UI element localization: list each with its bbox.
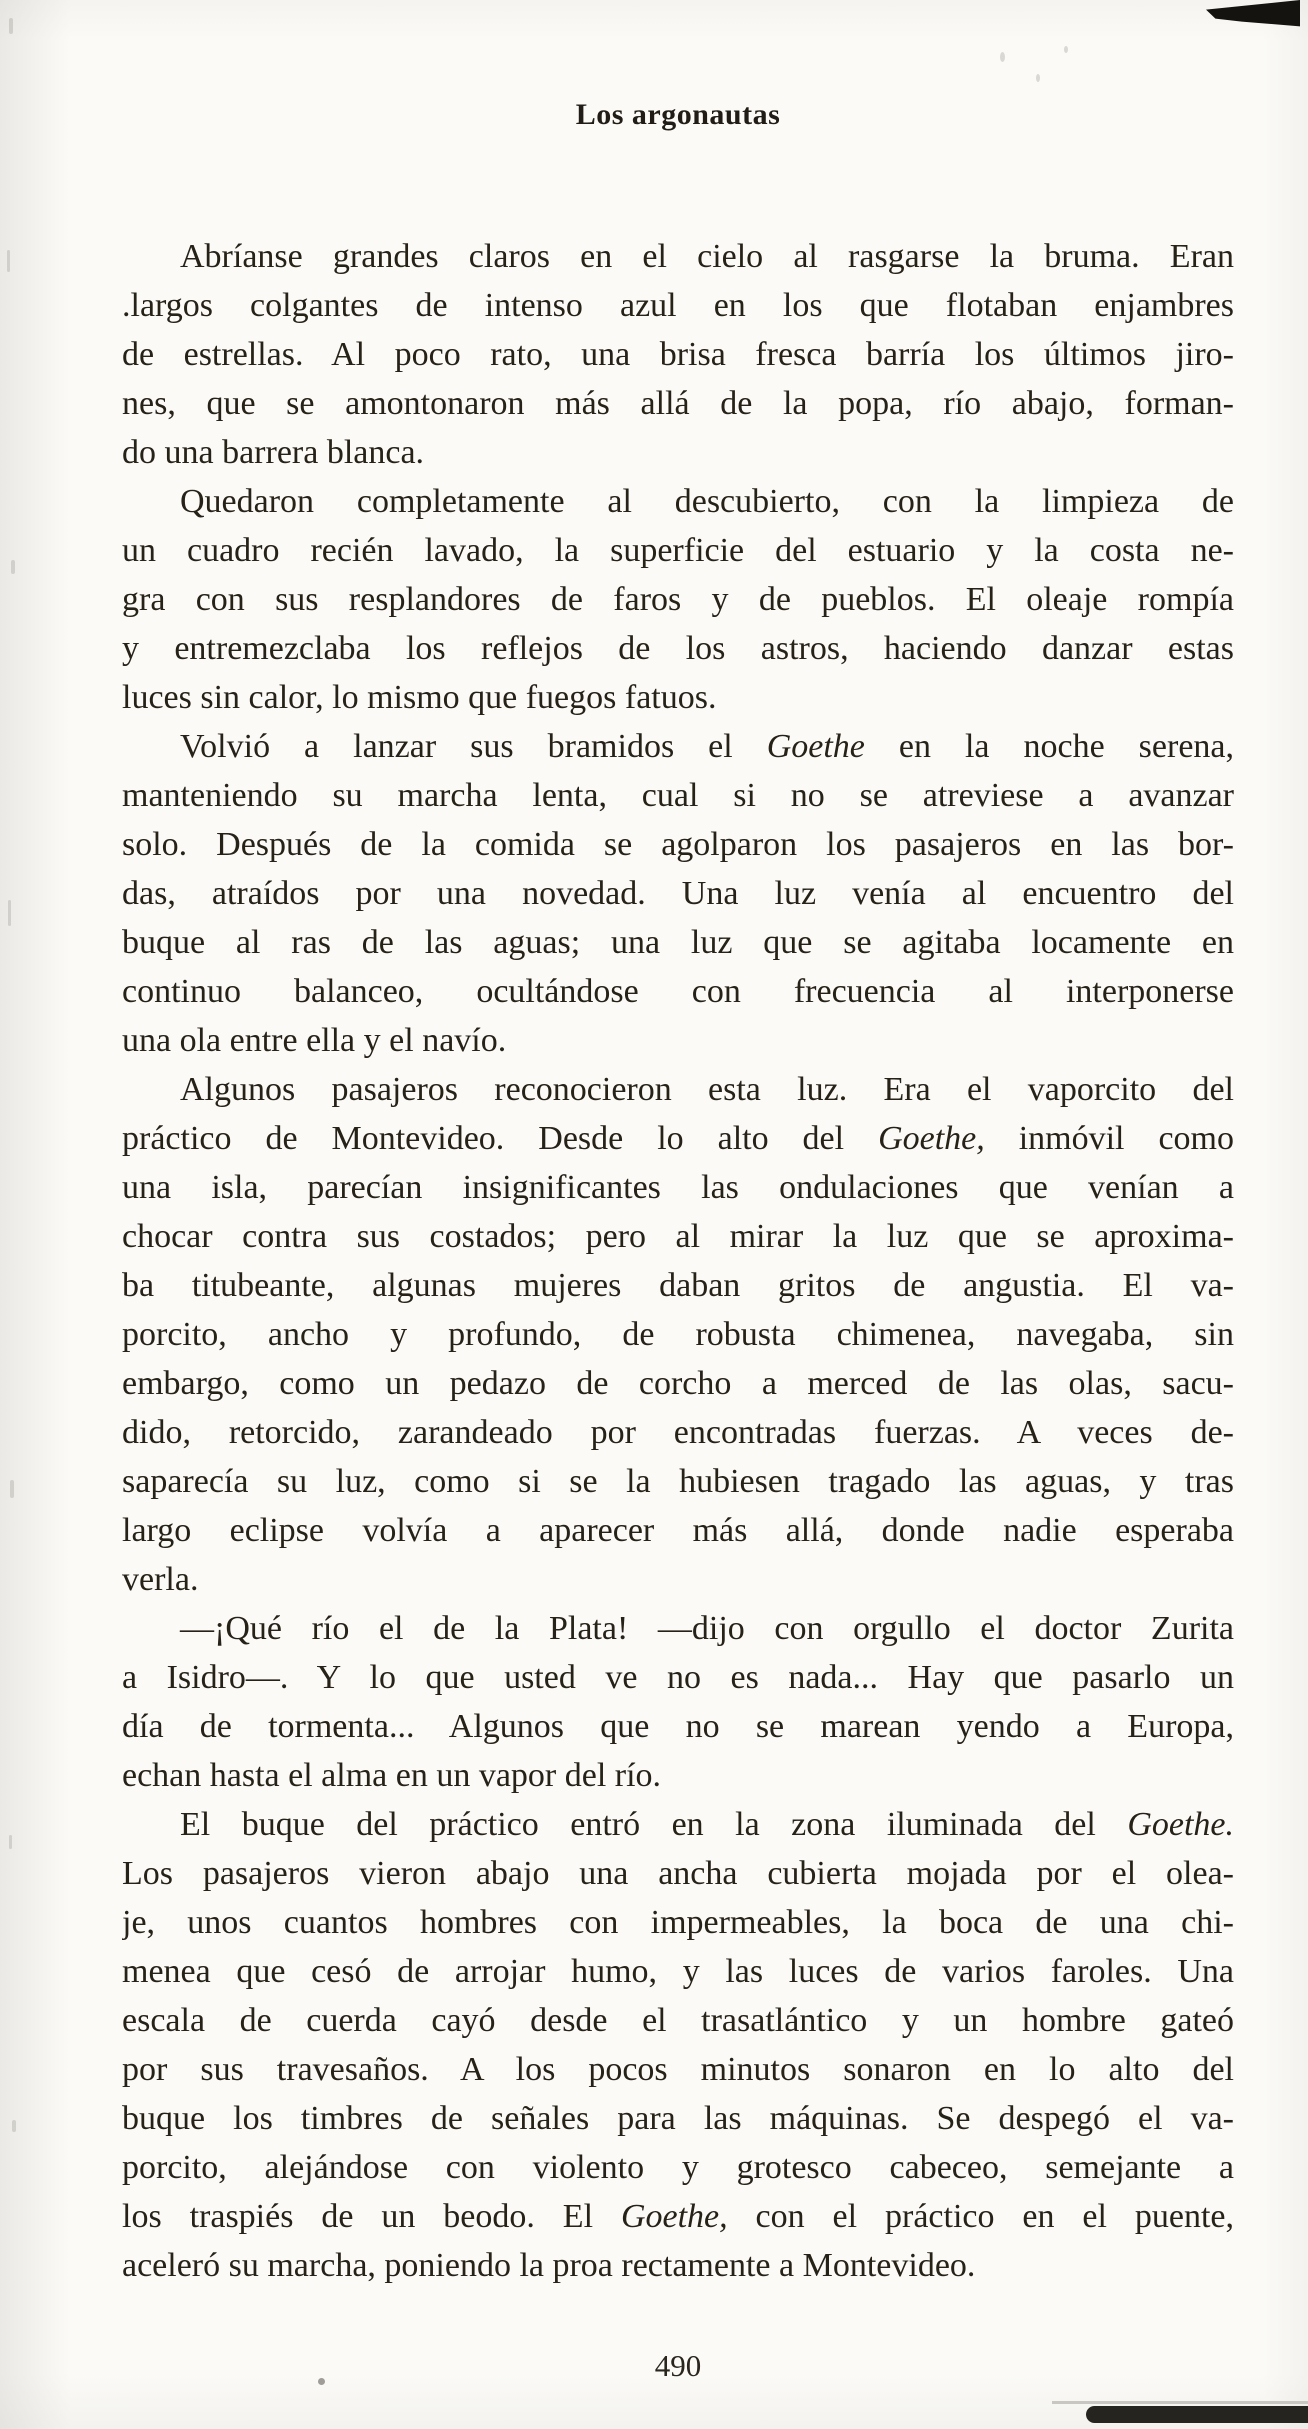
text-line — [122, 1555, 1234, 1604]
text-run: nes, que se amontonaron más allá de la popa, río abajo, forman- — [122, 385, 1234, 422]
text-line — [122, 281, 1234, 330]
text-line — [122, 1016, 1234, 1065]
scan-edge-mark — [7, 250, 10, 272]
text-run: je, unos cuantos hombres con impermeables, la boca de una chi- — [122, 1904, 1234, 1941]
scan-edge-mark — [9, 1835, 12, 1849]
text-line — [122, 1261, 1234, 1310]
text-run: en la noche serena, — [864, 728, 1234, 765]
text-run: aceleró su marcha, poniendo la proa rectamente a Montevideo. — [122, 2247, 976, 2284]
text-run: largo eclipse volvía a aparecer más allá, donde nadie esperaba — [122, 1512, 1234, 1549]
text-run: a Isidro—. Y lo que usted ve no es nada... Hay que pasarlo un — [122, 1659, 1234, 1696]
text-run: y entremezclaba los reflejos de los astros, haciendo danzar estas — [122, 630, 1234, 667]
text-run: manteniendo su marcha lenta, cual si no se atreviese a avanzar — [122, 777, 1234, 814]
scan-artifact-bottom-bar — [1086, 2406, 1308, 2423]
scan-edge-mark — [10, 1480, 14, 1498]
text-run: ba titubeante, algunas mujeres daban gritos de angustia. El va- — [122, 1267, 1234, 1304]
italic-text-run: Goethe, — [620, 2198, 728, 2235]
text-run: con el práctico en el puente, — [727, 2198, 1234, 2235]
page-text — [122, 232, 1234, 2290]
text-line — [122, 918, 1234, 967]
text-run: solo. Después de la comida se agolparon los pasajeros en las bor- — [122, 826, 1234, 863]
text-line — [122, 673, 1234, 722]
text-line — [122, 967, 1234, 1016]
text-line — [122, 1653, 1234, 1702]
text-run: menea que cesó de arrojar humo, y las luces de varios faroles. Una — [122, 1953, 1234, 1990]
text-run: práctico de Montevideo. Desde lo alto del — [122, 1120, 879, 1157]
text-run: una ola entre ella y el navío. — [122, 1022, 507, 1059]
text-run: saparecía su luz, como si se la hubiesen tragado las aguas, y tras — [122, 1463, 1234, 1500]
scan-noise-mark — [1064, 46, 1068, 53]
text-run: un cuadro recién lavado, la superficie del estuario y la costa ne- — [122, 532, 1234, 569]
text-line — [122, 1065, 1234, 1114]
italic-text-run: Goethe, — [878, 1120, 985, 1157]
text-run: chocar contra sus costados; pero al mirar la luz que se aproxima- — [122, 1218, 1234, 1255]
text-line — [122, 1751, 1234, 1800]
text-line — [122, 1947, 1234, 1996]
text-run: luces sin calor, lo mismo que fuegos fatuos. — [122, 679, 717, 716]
text-run: inmóvil como — [984, 1120, 1234, 1157]
text-run: Quedaron completamente al descubierto, con la limpieza de — [180, 483, 1234, 520]
page-number: 490 — [654, 2348, 702, 2383]
scan-noise-mark — [1000, 52, 1005, 62]
text-line — [122, 1996, 1234, 2045]
text-run: Abríanse grandes claros en el cielo al rasgarse la bruma. Eran — [180, 238, 1234, 275]
text-run: embargo, como un pedazo de corcho a merced de las olas, sacu- — [122, 1365, 1234, 1402]
text-run: por sus travesaños. A los pocos minutos sonaron en lo alto del — [122, 2051, 1234, 2088]
text-line — [122, 477, 1234, 526]
text-run: echan hasta el alma en un vapor del río. — [122, 1757, 662, 1794]
scan-artifact-bottom-line — [1052, 2401, 1308, 2404]
text-line — [122, 526, 1234, 575]
text-run: .largos colgantes de intenso azul en los que flotaban enjambres — [122, 287, 1234, 324]
text-line — [122, 1114, 1234, 1163]
text-run: una isla, parecían insignificantes las ondulaciones que venían a — [122, 1169, 1234, 1206]
text-run: —¡Qué río el de la Plata! —dijo con orgullo el doctor Zurita — [180, 1610, 1234, 1647]
text-line — [122, 2241, 1234, 2290]
scan-noise-mark — [1036, 74, 1040, 82]
text-run: Algunos pasajeros reconocieron esta luz. Era el vaporcito del — [180, 1071, 1234, 1108]
text-line — [122, 1604, 1234, 1653]
text-line — [122, 1163, 1234, 1212]
text-run: El buque del práctico entró en la zona iluminada del — [180, 1806, 1128, 1843]
text-line — [122, 1310, 1234, 1359]
text-line — [122, 1408, 1234, 1457]
scan-artifact-corner-mark — [1206, 0, 1300, 30]
text-run: porcito, alejándose con violento y grotesco cabeceo, semejante a — [122, 2149, 1234, 2186]
text-run: continuo balanceo, ocultándose con frecuencia al interponerse — [122, 973, 1234, 1010]
italic-text-run: Goethe. — [1127, 1806, 1234, 1843]
text-run: buque al ras de las aguas; una luz que se agitaba locamente en — [122, 924, 1234, 961]
text-line — [122, 1457, 1234, 1506]
text-run: escala de cuerda cayó desde el trasatlántico y un hombre gateó — [122, 2002, 1234, 2039]
text-line — [122, 2143, 1234, 2192]
text-run: das, atraídos por una novedad. Una luz venía al encuentro del — [122, 875, 1234, 912]
text-run: dido, retorcido, zarandeado por encontradas fuerzas. A veces de- — [122, 1414, 1234, 1451]
text-run: día de tormenta... Algunos que no se marean yendo a Europa, — [122, 1708, 1234, 1745]
text-line — [122, 428, 1234, 477]
text-line — [122, 232, 1234, 281]
text-line — [122, 1800, 1234, 1849]
text-run: los traspiés de un beodo. El — [122, 2198, 621, 2235]
text-line — [122, 1898, 1234, 1947]
text-line — [122, 2192, 1234, 2241]
scan-noise-dot — [318, 2378, 325, 2385]
text-line — [122, 869, 1234, 918]
text-run: do una barrera blanca. — [122, 434, 425, 471]
text-line — [122, 379, 1234, 428]
text-run: de estrellas. Al poco rato, una brisa fresca barría los últimos jiro- — [122, 336, 1234, 373]
scan-edge-mark — [9, 18, 13, 34]
scan-edge-mark — [12, 2120, 16, 2132]
text-line — [122, 1849, 1234, 1898]
italic-text-run: Goethe — [766, 728, 865, 765]
text-run: Volvió a lanzar sus bramidos el — [180, 728, 767, 765]
text-line — [122, 1212, 1234, 1261]
scan-edge-mark — [8, 900, 11, 926]
text-run: buque los timbres de señales para las máquinas. Se despegó el va- — [122, 2100, 1234, 2137]
scan-edge-mark — [11, 560, 15, 574]
text-run: gra con sus resplandores de faros y de pueblos. El oleaje rompía — [122, 581, 1234, 618]
text-line — [122, 624, 1234, 673]
text-line — [122, 330, 1234, 379]
text-line — [122, 1506, 1234, 1555]
text-line — [122, 575, 1234, 624]
text-line — [122, 2045, 1234, 2094]
text-line — [122, 1702, 1234, 1751]
text-run: verla. — [122, 1561, 199, 1598]
text-run: Los pasajeros vieron abajo una ancha cubierta mojada por el olea- — [122, 1855, 1234, 1892]
running-header: Los argonautas — [575, 98, 781, 131]
text-line — [122, 1359, 1234, 1408]
text-line — [122, 2094, 1234, 2143]
text-line — [122, 722, 1234, 771]
text-run: porcito, ancho y profundo, de robusta chimenea, navegaba, sin — [122, 1316, 1234, 1353]
text-line — [122, 820, 1234, 869]
text-line — [122, 771, 1234, 820]
